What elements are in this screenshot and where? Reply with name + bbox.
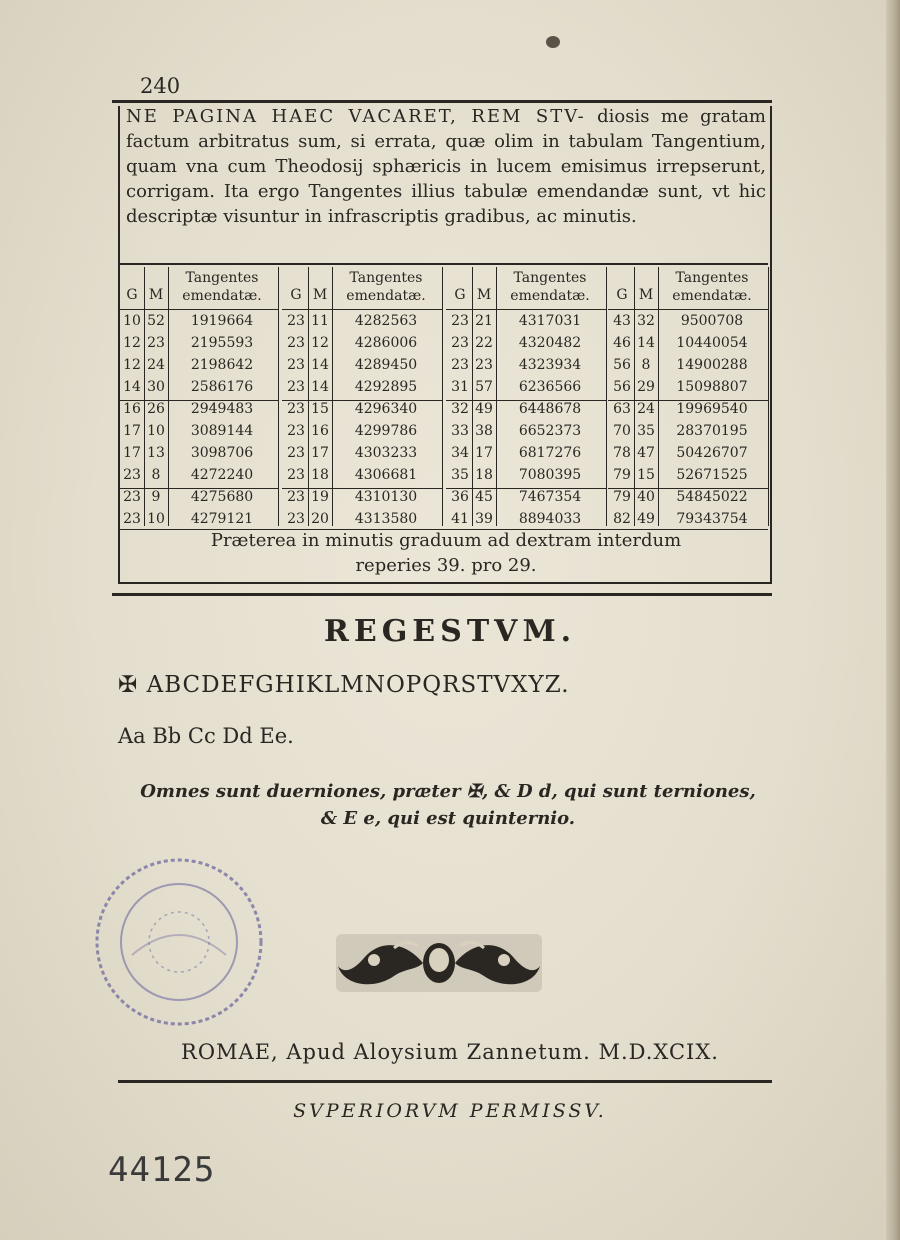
table-row bbox=[118, 401, 278, 423]
cell-minuta: 35 bbox=[637, 423, 655, 439]
table-row bbox=[608, 313, 768, 335]
header-rule bbox=[282, 309, 442, 310]
cell-minuta: 15 bbox=[311, 401, 329, 417]
cell-tangent: 4282563 bbox=[354, 313, 418, 329]
header-m: M bbox=[638, 287, 654, 303]
cell-minuta: 14 bbox=[311, 357, 329, 373]
cell-gradus: 46 bbox=[613, 335, 631, 351]
table-row bbox=[608, 489, 768, 511]
library-stamp-icon bbox=[92, 855, 266, 1029]
cell-gradus: 23 bbox=[451, 313, 469, 329]
cell-tangent: 4317031 bbox=[518, 313, 582, 329]
cell-tangent: 4310130 bbox=[354, 489, 418, 505]
cell-minuta: 17 bbox=[475, 445, 493, 461]
printer-ornament-icon bbox=[334, 930, 544, 996]
cell-minuta: 9 bbox=[151, 489, 161, 505]
header-g: G bbox=[290, 287, 302, 303]
cell-minuta: 8 bbox=[641, 357, 651, 373]
cell-tangent: 4320482 bbox=[518, 335, 582, 351]
cell-gradus: 36 bbox=[451, 489, 469, 505]
cell-gradus: 23 bbox=[123, 467, 141, 483]
cell-tangent: 2949483 bbox=[190, 401, 254, 417]
header-tangentes: Tangentes emendatæ. bbox=[510, 270, 590, 304]
cell-tangent: 8894033 bbox=[518, 511, 582, 527]
cell-tangent: 6236566 bbox=[518, 379, 582, 395]
cell-gradus: 43 bbox=[613, 313, 631, 329]
cell-tangent: 19969540 bbox=[676, 401, 748, 417]
cell-gradus: 41 bbox=[451, 511, 469, 527]
cell-minuta: 10 bbox=[147, 423, 165, 439]
cell-gradus: 23 bbox=[287, 467, 305, 483]
cell-gradus: 23 bbox=[287, 423, 305, 439]
cell-gradus: 56 bbox=[613, 357, 631, 373]
cell-minuta: 47 bbox=[637, 445, 655, 461]
table-row bbox=[282, 489, 442, 511]
table-column-group bbox=[608, 265, 768, 528]
cell-minuta: 39 bbox=[475, 511, 493, 527]
table-row bbox=[282, 467, 442, 489]
cell-gradus: 32 bbox=[451, 401, 469, 417]
cell-gradus: 23 bbox=[287, 313, 305, 329]
cell-gradus: 10 bbox=[123, 313, 141, 329]
table-row bbox=[118, 313, 278, 335]
cell-minuta: 49 bbox=[475, 401, 493, 417]
cell-gradus: 79 bbox=[613, 489, 631, 505]
permissu-line: SVPERIORVM PERMISSV. bbox=[293, 1100, 607, 1122]
cell-minuta: 18 bbox=[311, 467, 329, 483]
note-line-1: Præterea in minutis graduum ad dextram interdum bbox=[210, 530, 682, 551]
cell-minuta: 11 bbox=[311, 313, 329, 329]
table-row bbox=[282, 423, 442, 445]
cell-gradus: 14 bbox=[123, 379, 141, 395]
table-row bbox=[282, 445, 442, 467]
table-row bbox=[608, 379, 768, 401]
cell-tangent: 9500708 bbox=[680, 313, 744, 329]
cell-tangent: 4292895 bbox=[354, 379, 418, 395]
table-row bbox=[608, 401, 768, 423]
cell-gradus: 63 bbox=[613, 401, 631, 417]
cell-gradus: 34 bbox=[451, 445, 469, 461]
column-rule bbox=[606, 267, 607, 526]
cell-gradus: 31 bbox=[451, 379, 469, 395]
cell-tangent: 4313580 bbox=[354, 511, 418, 527]
cell-minuta: 26 bbox=[147, 401, 165, 417]
cell-gradus: 70 bbox=[613, 423, 631, 439]
cell-gradus: 23 bbox=[287, 379, 305, 395]
header-g: G bbox=[126, 287, 138, 303]
cell-gradus: 12 bbox=[123, 357, 141, 373]
cell-gradus: 78 bbox=[613, 445, 631, 461]
cell-gradus: 17 bbox=[123, 445, 141, 461]
table-row bbox=[608, 335, 768, 357]
intro-body: diosis me gratam factum arbitratus sum, si errata, quæ olim in tabulam Tangentium, quam vna cum Theodosij sphæricis in lucem emisimus irrepserunt, corrigam. Ita ergo Tangentes illius tabulæ emendandæ sunt, vt hic descriptæ visuntur in infrascriptis gradibus, ac minutis. bbox=[126, 106, 766, 227]
cell-tangent: 4289450 bbox=[354, 357, 418, 373]
regestum-title: REGESTVM. bbox=[323, 614, 577, 649]
signature-alphabet-doubles: Aa Bb Cc Dd Ee. bbox=[118, 724, 294, 748]
cell-gradus: 23 bbox=[451, 357, 469, 373]
table-row bbox=[118, 445, 278, 467]
table-row bbox=[282, 335, 442, 357]
table-row bbox=[446, 379, 606, 401]
column-rule bbox=[768, 267, 769, 526]
table-header bbox=[282, 265, 442, 307]
cell-tangent: 4306681 bbox=[354, 467, 418, 483]
cell-tangent: 4279121 bbox=[190, 511, 254, 527]
table-row bbox=[446, 335, 606, 357]
cell-minuta: 19 bbox=[311, 489, 329, 505]
cell-tangent: 6652373 bbox=[518, 423, 582, 439]
cell-tangent: 2198642 bbox=[190, 357, 254, 373]
header-m: M bbox=[148, 287, 164, 303]
header-g: G bbox=[454, 287, 466, 303]
cell-minuta: 30 bbox=[147, 379, 165, 395]
cell-tangent: 4323934 bbox=[518, 357, 582, 373]
table-row bbox=[282, 379, 442, 401]
cell-minuta: 10 bbox=[147, 511, 165, 527]
cell-minuta: 23 bbox=[147, 335, 165, 351]
cell-tangent: 4303233 bbox=[354, 445, 418, 461]
table-header bbox=[608, 265, 768, 307]
cell-tangent: 1919664 bbox=[190, 313, 254, 329]
table-column-group bbox=[282, 265, 442, 528]
cell-minuta: 45 bbox=[475, 489, 493, 505]
cell-tangent: 4296340 bbox=[354, 401, 418, 417]
signature-alphabet: ✠ ABCDEFGHIKLMNOPQRSTVXYZ. bbox=[118, 672, 570, 698]
cell-minuta: 21 bbox=[475, 313, 493, 329]
cell-gradus: 33 bbox=[451, 423, 469, 439]
errata-note bbox=[126, 528, 766, 578]
table-row bbox=[446, 423, 606, 445]
cell-tangent: 6448678 bbox=[518, 401, 582, 417]
shelfmark-number: 44125 bbox=[108, 1150, 216, 1190]
cell-gradus: 17 bbox=[123, 423, 141, 439]
page-number: 240 bbox=[140, 74, 181, 98]
header-g: G bbox=[616, 287, 628, 303]
cell-tangent: 15098807 bbox=[676, 379, 748, 395]
cell-minuta: 32 bbox=[637, 313, 655, 329]
cell-minuta: 57 bbox=[475, 379, 493, 395]
cell-gradus: 23 bbox=[287, 401, 305, 417]
table-row bbox=[608, 423, 768, 445]
table-row bbox=[446, 467, 606, 489]
cell-minuta: 18 bbox=[475, 467, 493, 483]
cell-tangent: 3089144 bbox=[190, 423, 254, 439]
cell-tangent: 7467354 bbox=[518, 489, 582, 505]
cell-tangent: 54845022 bbox=[676, 489, 748, 505]
cell-gradus: 35 bbox=[451, 467, 469, 483]
cell-gradus: 12 bbox=[123, 335, 141, 351]
table-row bbox=[446, 313, 606, 335]
cell-gradus: 23 bbox=[451, 335, 469, 351]
table-row bbox=[118, 357, 278, 379]
header-tangentes: Tangentes emendatæ. bbox=[182, 270, 262, 304]
table-row bbox=[118, 335, 278, 357]
header-rule bbox=[118, 309, 278, 310]
cell-minuta: 14 bbox=[311, 379, 329, 395]
intro-lead: NE PAGINA HAEC VACARET, REM STV- bbox=[126, 106, 586, 127]
cell-gradus: 23 bbox=[123, 511, 141, 527]
cell-gradus: 16 bbox=[123, 401, 141, 417]
cell-tangent: 50426707 bbox=[676, 445, 748, 461]
cell-gradus: 82 bbox=[613, 511, 631, 527]
cell-tangent: 2586176 bbox=[190, 379, 254, 395]
table-header bbox=[446, 265, 606, 307]
cell-tangent: 4275680 bbox=[190, 489, 254, 505]
table-row bbox=[282, 357, 442, 379]
cell-minuta: 40 bbox=[637, 489, 655, 505]
collation-statement bbox=[118, 778, 778, 832]
table-row bbox=[608, 467, 768, 489]
cell-tangent: 2195593 bbox=[190, 335, 254, 351]
cell-gradus: 79 bbox=[613, 467, 631, 483]
cell-gradus: 23 bbox=[287, 511, 305, 527]
cell-minuta: 49 bbox=[637, 511, 655, 527]
cell-gradus: 23 bbox=[287, 445, 305, 461]
table-row bbox=[608, 357, 768, 379]
cell-tangent: 14900288 bbox=[676, 357, 748, 373]
table-row bbox=[282, 313, 442, 335]
cell-tangent: 4299786 bbox=[354, 423, 418, 439]
cell-tangent: 6817276 bbox=[518, 445, 582, 461]
cell-gradus: 56 bbox=[613, 379, 631, 395]
table-row bbox=[446, 445, 606, 467]
cell-tangent: 4286006 bbox=[354, 335, 418, 351]
cell-minuta: 14 bbox=[637, 335, 655, 351]
cell-gradus: 23 bbox=[287, 335, 305, 351]
ink-blot bbox=[546, 36, 560, 48]
cell-minuta: 24 bbox=[637, 401, 655, 417]
note-line-2: reperies 39. pro 29. bbox=[355, 555, 537, 576]
cell-tangent: 3098706 bbox=[190, 445, 254, 461]
header-tangentes: Tangentes emendatæ. bbox=[346, 270, 426, 304]
cell-minuta: 12 bbox=[311, 335, 329, 351]
errata-intro bbox=[126, 104, 766, 229]
cell-minuta: 29 bbox=[637, 379, 655, 395]
cell-minuta: 15 bbox=[637, 467, 655, 483]
cell-minuta: 24 bbox=[147, 357, 165, 373]
table-row bbox=[446, 357, 606, 379]
table-header bbox=[118, 265, 278, 307]
cell-minuta: 23 bbox=[475, 357, 493, 373]
collation-line-2: & E e, qui est quinternio. bbox=[320, 808, 576, 829]
table-row bbox=[118, 379, 278, 401]
table-row bbox=[118, 489, 278, 511]
table-row bbox=[446, 401, 606, 423]
cell-minuta: 17 bbox=[311, 445, 329, 461]
cell-minuta: 16 bbox=[311, 423, 329, 439]
cell-gradus: 23 bbox=[287, 357, 305, 373]
cell-gradus: 23 bbox=[287, 489, 305, 505]
tangent-table bbox=[118, 263, 768, 530]
table-row bbox=[446, 489, 606, 511]
cell-minuta: 13 bbox=[147, 445, 165, 461]
header-tangentes: Tangentes emendatæ. bbox=[672, 270, 752, 304]
column-rule bbox=[442, 267, 443, 526]
cell-minuta: 8 bbox=[151, 467, 161, 483]
column-rule bbox=[278, 267, 279, 526]
table-row bbox=[608, 445, 768, 467]
cell-tangent: 10440054 bbox=[676, 335, 748, 351]
cell-tangent: 79343754 bbox=[676, 511, 748, 527]
imprint: ROMAE, Apud Aloysium Zannetum. M.D.XCIX. bbox=[181, 1040, 719, 1064]
cell-minuta: 38 bbox=[475, 423, 493, 439]
table-row bbox=[282, 401, 442, 423]
header-rule bbox=[608, 309, 768, 310]
cell-tangent: 7080395 bbox=[518, 467, 582, 483]
table-column-group bbox=[118, 265, 278, 528]
collation-line-1: Omnes sunt duerniones, præter ✠, & D d, qui sunt terniones, bbox=[140, 781, 756, 802]
imprint-rule bbox=[118, 1080, 772, 1083]
cell-tangent: 4272240 bbox=[190, 467, 254, 483]
table-row bbox=[118, 467, 278, 489]
cell-tangent: 52671525 bbox=[676, 467, 748, 483]
table-row bbox=[118, 423, 278, 445]
table-column-group bbox=[446, 265, 606, 528]
cell-minuta: 20 bbox=[311, 511, 329, 527]
cell-minuta: 52 bbox=[147, 313, 165, 329]
header-rule bbox=[446, 309, 606, 310]
cell-minuta: 22 bbox=[475, 335, 493, 351]
header-m: M bbox=[312, 287, 328, 303]
cell-gradus: 23 bbox=[123, 489, 141, 505]
header-m: M bbox=[476, 287, 492, 303]
cell-tangent: 28370195 bbox=[676, 423, 748, 439]
